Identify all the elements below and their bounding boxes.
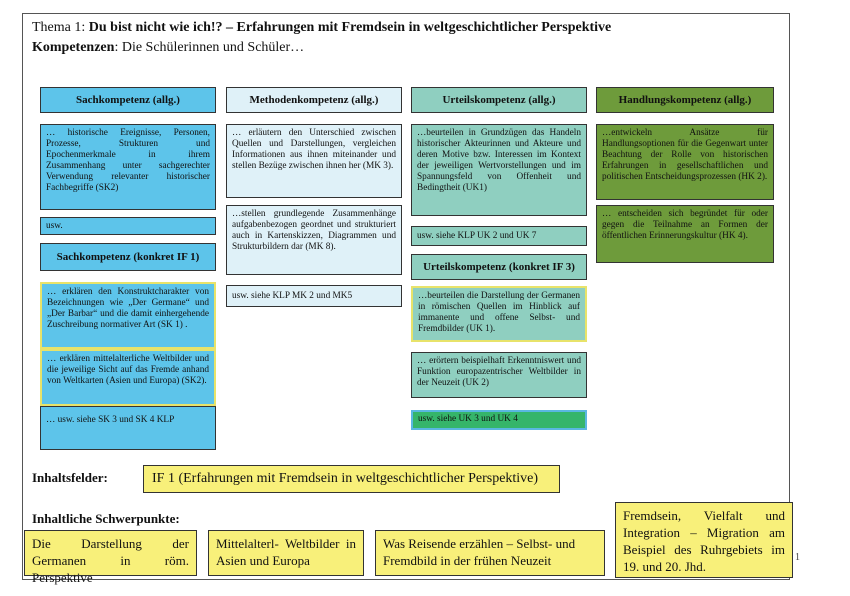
sachkompetenz-konkret-3: … usw. siehe SK 3 und SK 4 KLP (40, 406, 216, 450)
sachkompetenz-usw: usw. (40, 217, 216, 235)
methodenkompetenz-usw: usw. siehe KLP MK 2 und MK5 (226, 285, 402, 307)
urteilskompetenz-konkret-3: usw. siehe UK 3 und UK 4 (411, 410, 587, 430)
urteilskompetenz-konkret-2: … erörtern beispielhaft Erkenntniswert und Funktion europazentrischer Weltbilder in der Neuzeit (UK 2) (411, 352, 587, 398)
competences-intro: Kompetenzen: Die Schülerinnen und Schüler… (32, 40, 305, 55)
urteilskompetenz-header: Urteilskompetenz (allg.) (411, 87, 587, 113)
schwerpunkt-box-2: Mittelalterl- Weltbilder in Asien und Europa (208, 530, 364, 576)
inhaltsfelder-label: Inhaltsfelder: (32, 470, 108, 485)
inhaltsfeld-box: IF 1 (Erfahrungen mit Fremdsein in weltgeschichtlicher Perspektive) (143, 465, 560, 493)
sachkompetenz-konkret-header: Sachkompetenz (konkret IF 1) (40, 243, 216, 271)
urteilskompetenz-box-1: …beurteilen in Grundzügen das Handeln historischer Akteurinnen und Akteure und deren Motive bzw. Interessen im Kontext der jeweiligen Wertvorstellungen und im Spannungsfeld von Offenheit und Bedingtheit (UK1) (411, 124, 587, 216)
schwerpunkt-box-3: Was Reisende erzählen – Selbst- und Fremdbild in der frühen Neuzeit (375, 530, 605, 576)
schwerpunkt-box-1: Die Darstellung der Germanen in röm. Perspektive (24, 530, 197, 576)
sachkompetenz-header: Sachkompetenz (allg.) (40, 87, 216, 113)
handlungskompetenz-box-1: …entwickeln Ansätze für Handlungsoptionen für die Gegenwart unter Beachtung der Rolle von historischen Erfahrungen in gesellschaftlichen und politischen Entscheidungsprozessen (HK 2). (596, 124, 774, 200)
schwerpunkt-box-4: Fremdsein, Vielfalt und Integration – Migration am Beispiel des Ruhrgebiets im 19. und 20. Jhd. (615, 502, 793, 578)
page-marker: 1 (795, 552, 800, 563)
sachkompetenz-konkret-2: … erklären mittelalterliche Weltbilder und die jeweilige Sicht auf das Fremde anhand von Weltkarten (Asien und Europa) (SK2). (40, 349, 216, 406)
urteilskompetenz-usw: usw. siehe KLP UK 2 und UK 7 (411, 226, 587, 246)
methodenkompetenz-box-1: … erläutern den Unterschied zwischen Quellen und Darstellungen, vergleichen Informationen aus ihnen miteinander und stellen Bezüge zwischen ihnen her (MK 3). (226, 124, 402, 198)
schwerpunkte-label: Inhaltliche Schwerpunkte: (32, 511, 180, 526)
urteilskompetenz-konkret-1: …beurteilen die Darstellung der Germanen in römischen Quellen im Hinblick auf immanente und offene Selbst- und Fremdbilder (UK 1). (411, 286, 587, 342)
methodenkompetenz-header: Methodenkompetenz (allg.) (226, 87, 402, 113)
sachkompetenz-box-1: … historische Ereignisse, Personen, Prozesse, Strukturen und Epochenmerkmale in ihrem Zusammenhang unter sachgerechter Verwendung relevanter historischer Fachbegriffe (SK2) (40, 124, 216, 210)
methodenkompetenz-box-2: …stellen grundlegende Zusammenhänge aufgabenbezogen geordnet und strukturiert auch in Kartenskizzen, Diagrammen und Strukturbildern dar (MK 8). (226, 205, 402, 275)
sachkompetenz-konkret-1: … erklären den Konstruktcharakter von Bezeichnungen wie „Der Germane“ und „Der Barbar“ und die damit einhergehende Zuschreibung normativer Art (SK 1) . (40, 282, 216, 349)
page-title: Thema 1: Du bist nicht wie ich!? – Erfahrungen mit Fremdsein in weltgeschichtlicher Perspektive (32, 20, 612, 35)
urteilskompetenz-konkret-header: Urteilskompetenz (konkret IF 3) (411, 254, 587, 280)
handlungskompetenz-box-2: … entscheiden sich begründet für oder gegen die Teilnahme an Formen der öffentlichen Erinnerungskultur (HK 4). (596, 205, 774, 263)
handlungskompetenz-header: Handlungskompetenz (allg.) (596, 87, 774, 113)
